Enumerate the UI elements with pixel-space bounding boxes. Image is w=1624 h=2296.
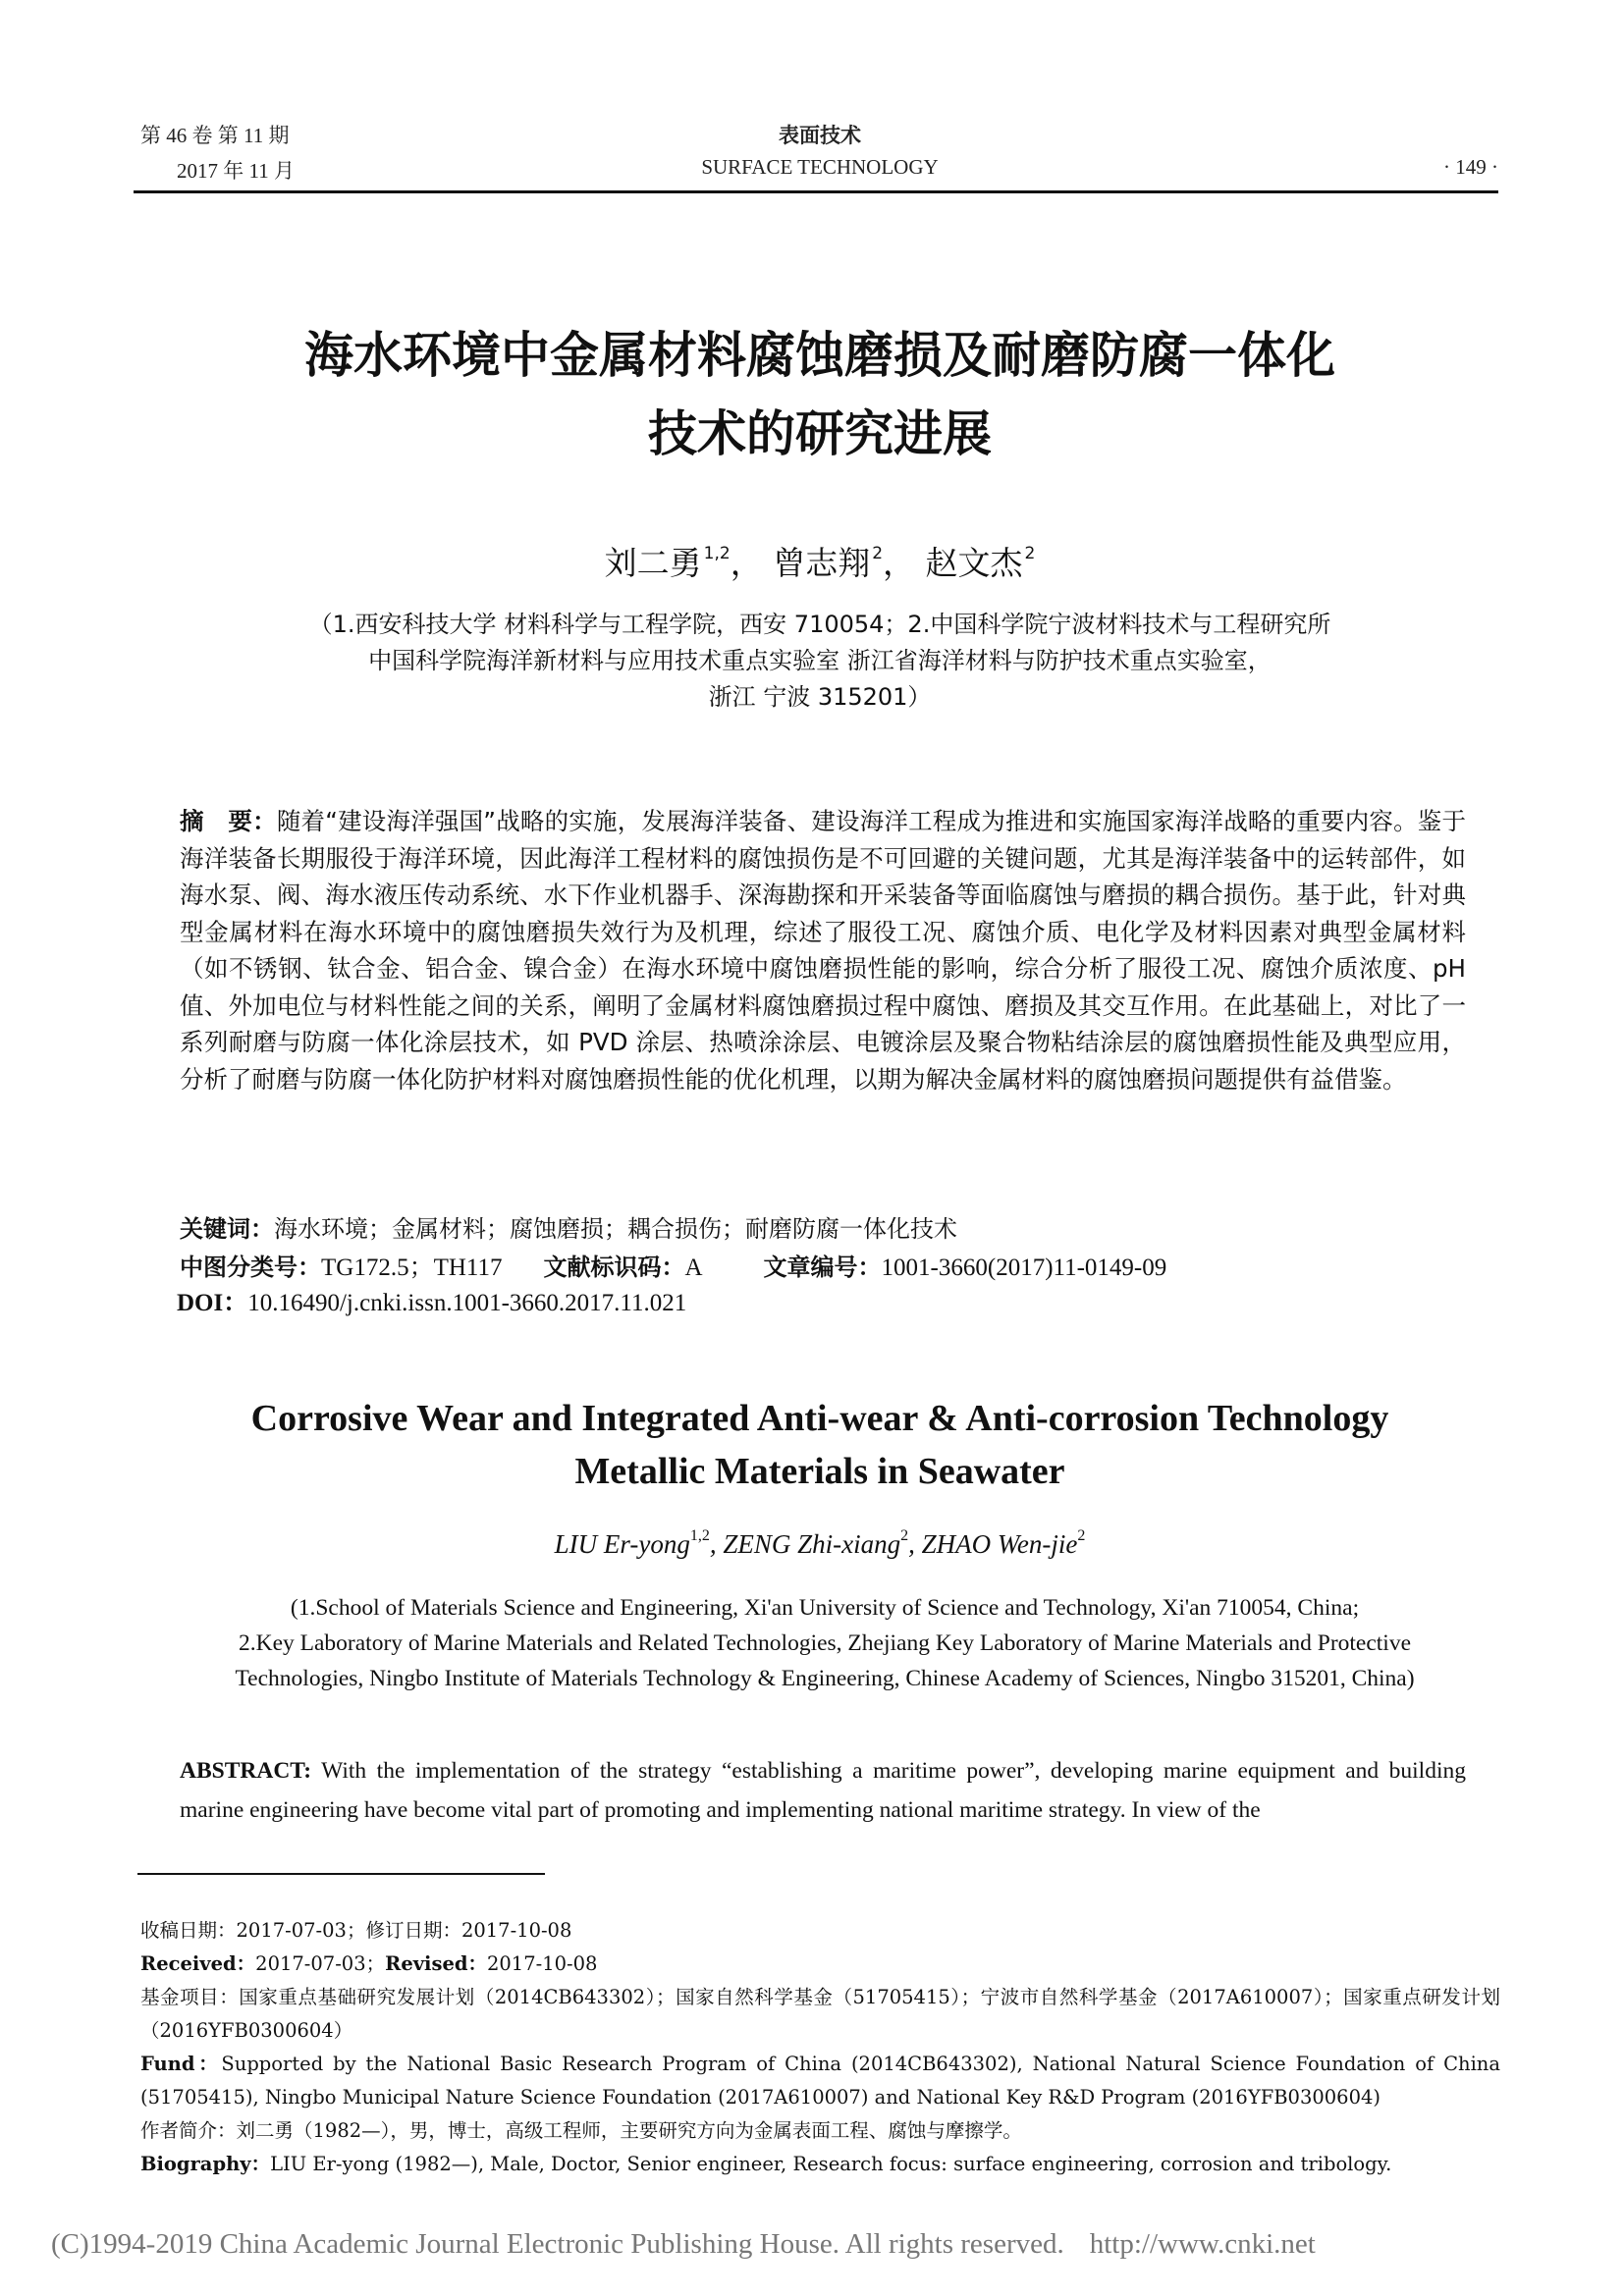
doi-value: 10.16490/j.cnki.issn.1001-3660.2017.11.021	[247, 1290, 687, 1316]
footnote-bio-cn	[140, 2114, 1500, 2148]
author-name: 赵文杰	[925, 544, 1023, 582]
article-number-label: 文章编号：	[763, 1254, 882, 1281]
footnote-fund-en	[140, 2048, 1500, 2114]
abstract-english-text: With the implementation of the strategy “establishing a maritime power”, developing marine equipment and building marine engineering have become vital part of promoting and implementing national maritime strategy. In view of the	[180, 1758, 1466, 1823]
footnote-label: 作者简介：	[140, 2119, 237, 2142]
authors-english	[137, 1527, 1502, 1560]
abstract-english-label: ABSTRACT:	[180, 1758, 312, 1784]
author-name: ZHAO Wen-jie	[921, 1529, 1078, 1559]
footnote-bio-en	[140, 2148, 1500, 2181]
footnote-text: Supported by the National Basic Research Program of China (2014CB643302), National Natural Science Foundation of China (51705415), Ningbo Municipal Nature Science Foundation (2017A610007) and National Key R&D Program (2016YFB0300604)	[140, 2053, 1500, 2109]
header-journal-cn: 表面技术	[779, 124, 861, 147]
affiliation-line: 浙江 宁波 315201）	[708, 683, 932, 711]
copyright-url: http://www.cnki.net	[1089, 2228, 1316, 2260]
keywords-text: 海水环境；金属材料；腐蚀磨损；耦合损伤；耐磨防腐一体化技术	[274, 1215, 957, 1243]
authors-chinese	[137, 538, 1502, 584]
title-english-line-2: Metallic Materials in Seawater	[574, 1451, 1065, 1492]
header-journal-en: SURFACE TECHNOLOGY	[701, 155, 939, 179]
affiliation-line: （1.西安科技大学 材料科学与工程学院，西安 710054；2.中国科学院宁波材料技术与工程研究所	[308, 611, 1331, 638]
footnote-received-cn	[140, 1914, 1500, 1948]
author-affiliation-mark: 1,2	[703, 544, 731, 563]
author-affiliation-mark: 2	[872, 544, 884, 563]
affiliation-line: 2.Key Laboratory of Marine Materials and Related Technologies, Zhejiang Key Laboratory of Marine Materials and Protective	[238, 1630, 1412, 1656]
footnote-label: 基金项目：	[140, 1986, 240, 2008]
author-name: 曾志翔	[773, 544, 871, 582]
footnote-received-en	[140, 1948, 1500, 1981]
author-name: 刘二勇	[604, 544, 702, 582]
abstract-chinese	[180, 803, 1466, 1097]
footnote-label: Fund：	[140, 2053, 222, 2075]
affiliation-line: Technologies, Ningbo Institute of Materials Technology & Engineering, Chinese Academy of Sciences, Ningbo 315201, China)	[235, 1666, 1415, 1691]
footnote-label: Biography：	[140, 2153, 271, 2175]
author-affiliation-mark: 2	[900, 1527, 909, 1544]
footnote-label: Revised：	[385, 1952, 487, 1975]
abstract-chinese-text: 随着“建设海洋强国”战略的实施，发展海洋装备、建设海洋工程成为推进和实施国家海洋战略的重要内容。鉴于海洋装备长期服役于海洋环境，因此海洋工程材料的腐蚀损伤是不可回避的关键问题，尤其是海洋装备中的运转部件，如海水泵、阀、海水液压传动系统、水下作业机器手、深海勘探和开采装备等面临腐蚀与磨损的耦合损伤。基于此，针对典型金属材料在海水环境中的腐蚀磨损失效行为及机理，综述了服役工况、腐蚀介质、电化学及材料因素对典型金属材料（如不锈钢、钛合金、铝合金、镍合金）在海水环境中腐蚀磨损性能的影响，综合分析了服役工况、腐蚀介质浓度、pH 值、外加电位与材料性能之间的关系，阐明了金属材料腐蚀磨损过程中腐蚀、磨损及其交互作用。在此基础上，对比了一系列耐磨与防腐一体化涂层技术，如 PVD 涂层、热喷涂涂层、电镀涂层及聚合物粘结涂层的腐蚀磨损性能及典型应用，分析了耐磨与防腐一体化防护材料对腐蚀磨损性能的优化机理，以期为解决金属材料的腐蚀磨损问题提供有益借鉴。	[180, 807, 1467, 1094]
clc-label: 中图分类号：	[180, 1254, 321, 1281]
clc-value: TG172.5；TH117	[321, 1255, 503, 1281]
footnote-text: 国家重点基础研究发展计划（2014CB643302）；国家自然科学基金（51705415）；宁波市自然科学基金（2017A610007）；国家重点研发计划（2016YFB0300604）	[140, 1986, 1500, 2042]
author-separator: ,	[709, 1529, 724, 1559]
classification-line	[180, 1248, 1166, 1283]
footnote-text: 刘二勇（1982—），男，博士，高级工程师，主要研究方向为金属表面工程、腐蚀与摩擦学。	[236, 2119, 1022, 2142]
affiliations-chinese	[137, 607, 1502, 716]
author-name: ZENG Zhi-xiang	[723, 1529, 901, 1559]
title-chinese-line-1: 海水环境中金属材料腐蚀磨损及耐磨防腐一体化	[304, 327, 1335, 384]
title-english	[137, 1392, 1502, 1498]
copyright-notice	[51, 2228, 1316, 2261]
footnote-text: 2017-07-03；	[255, 1952, 386, 1975]
abstract-chinese-label: 摘 要：	[180, 807, 277, 835]
footnote-rule	[137, 1873, 545, 1875]
footnote-label: Received：	[140, 1952, 256, 1975]
doc-code-label: 文献标识码：	[543, 1254, 685, 1281]
author-separator: ，	[883, 544, 916, 582]
title-chinese-line-2: 技术的研究进展	[648, 405, 992, 462]
footnote-text: LIU Er-yong (1982—), Male, Doctor, Senior engineer, Research focus: surface engineering, corrosion and tribology.	[270, 2153, 1392, 2175]
affiliations-english	[177, 1590, 1473, 1696]
doi-label: DOI：	[177, 1290, 248, 1316]
article-number-value: 1001-3660(2017)11-0149-09	[881, 1255, 1167, 1281]
author-separator: ，	[730, 544, 763, 582]
copyright-text: (C)1994-2019 China Academic Journal Electronic Publishing House. All rights reserved.	[51, 2228, 1064, 2260]
author-affiliation-mark: 2	[1077, 1527, 1086, 1544]
footnote-text: 2017-07-03；修订日期：2017-10-08	[236, 1919, 572, 1942]
keywords	[180, 1209, 957, 1244]
header-volume-issue: 第 46 卷 第 11 期	[140, 124, 290, 147]
author-name: LIU Er-yong	[554, 1529, 690, 1559]
affiliation-line: 中国科学院海洋新材料与应用技术重点实验室 浙江省海洋材料与防护技术重点实验室，	[368, 647, 1272, 674]
title-chinese	[137, 316, 1502, 473]
header-page-number: · 149 ·	[1443, 155, 1498, 179]
header-date: 2017 年 11 月	[177, 159, 295, 183]
footnote-text: 2017-10-08	[486, 1952, 598, 1975]
doi-line	[177, 1283, 686, 1318]
footnote-fund-cn	[140, 1981, 1500, 2048]
author-affiliation-mark: 2	[1024, 544, 1036, 563]
header-rule	[134, 190, 1498, 193]
footnote-label: 收稿日期：	[140, 1919, 237, 1942]
title-english-line-1: Corrosive Wear and Integrated Anti-wear & Anti-corrosion Technology	[250, 1398, 1389, 1439]
doc-code-value: A	[684, 1255, 703, 1281]
keywords-label: 关键词：	[180, 1215, 274, 1243]
affiliation-line: (1.School of Materials Science and Engineering, Xi'an University of Science and Technology, Xi'an 710054, China;	[290, 1595, 1360, 1621]
author-separator: ,	[908, 1529, 922, 1559]
abstract-english	[180, 1751, 1466, 1830]
author-affiliation-mark: 1,2	[689, 1527, 710, 1544]
